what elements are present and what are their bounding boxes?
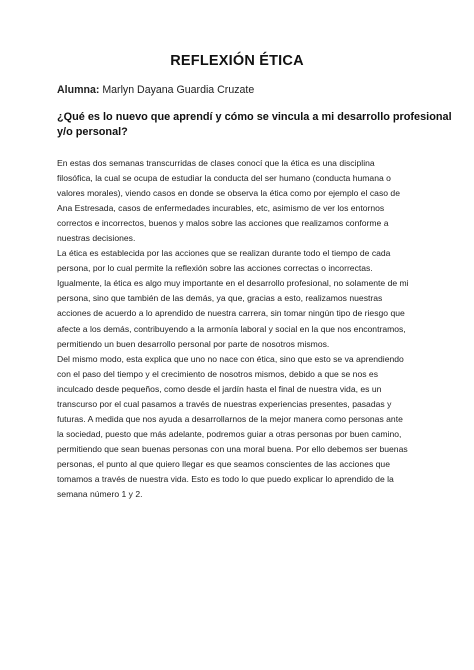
text-line: La ética es establecida por las acciones que se realizan durante todo el tiempo de cada — [57, 248, 391, 259]
text-line: nuestras decisiones. — [57, 233, 136, 244]
text-line: transcurso por el cual pasamos a través de nuestras experiencias presentes, pasadas y — [57, 398, 392, 409]
text-line: personas, el punto al que quiero llegar es que seamos conscientes de las acciones que — [57, 458, 390, 469]
text-line: permitiendo un buen desarrollo personal por parte de nosotros mismos. — [57, 338, 330, 349]
author-line — [57, 84, 254, 96]
text-line: tomamos a través de nuestra vida. Esto es todo lo que puedo explicar lo aprendido de la — [57, 473, 394, 484]
document-title: REFLEXIÓN ÉTICA — [170, 53, 304, 69]
text-line: Ana Estresada, casos de enfermedades incurables, etc, asimismo de ver los entornos — [57, 203, 385, 214]
text-line: En estas dos semanas transcurridas de clases conocí que la ética es una disciplina — [57, 158, 375, 168]
text-line: acciones de acuerdo a lo aprendido de nuestra carrera, sin tomar ningún tipo de riesgo que — [57, 308, 405, 319]
text-line: afecte a los demás, contribuyendo a la armonía laboral y social en la que nos encontramos, — [57, 323, 406, 334]
question-line: y/o personal? — [57, 126, 128, 138]
question-heading — [57, 110, 452, 140]
paragraph-3 — [57, 352, 429, 502]
text-line: Del mismo modo, esta explica que uno no nace con ética, sino que esto se va aprendiendo — [57, 353, 404, 364]
text-line: correctos e incorrectos, buenos y malos sobre las acciones que realizamos conforme a — [57, 218, 389, 229]
paragraph-2 — [57, 246, 429, 351]
text-line: semana número 1 y 2. — [57, 489, 143, 500]
text-line: persona, sino que también de las demás, ya que, gracias a esto, realizamos nuestras — [57, 293, 383, 304]
text-line: persona, por lo cual permite la reflexión sobre las acciones correctas o incorrectas. — [57, 263, 373, 274]
text-line: la sociedad, puesto que más adelante, podremos guiar a otras personas por buen camino, — [57, 428, 402, 439]
text-line: inculcado desde pequeños, como desde el jardín hasta el final de nuestra vida, es un — [57, 383, 382, 394]
text-line: valores morales), viendo casos en donde se observa la ética como por ejemplo el caso de — [57, 188, 400, 199]
text-line: permitiendo que sean buenas personas con una moral buena. Por ello debemos ser buenas — [57, 443, 408, 454]
body-text — [57, 156, 429, 502]
text-line: filosófica, la cual se ocupa de estudiar la conducta del ser humano (conducta humana o — [57, 173, 391, 184]
question-line: ¿Qué es lo nuevo que aprendí y cómo se vincula a mi desarrollo profesional — [57, 111, 452, 123]
text-line: Igualmente, la ética es algo muy importante en el desarrollo profesional, no solamente de mi — [57, 278, 409, 289]
author-name: Marlyn Dayana Guardia Cruzate — [102, 84, 255, 96]
author-label: Alumna: — [57, 84, 100, 96]
text-line: con el paso del tiempo y el crecimiento de nosotros mismos, debido a que se nos es — [57, 368, 379, 379]
text-line: futuras. A medida que nos ayuda a desarrollarnos de la mejor manera como personas ante — [57, 413, 403, 424]
paragraph-1 — [57, 156, 429, 246]
